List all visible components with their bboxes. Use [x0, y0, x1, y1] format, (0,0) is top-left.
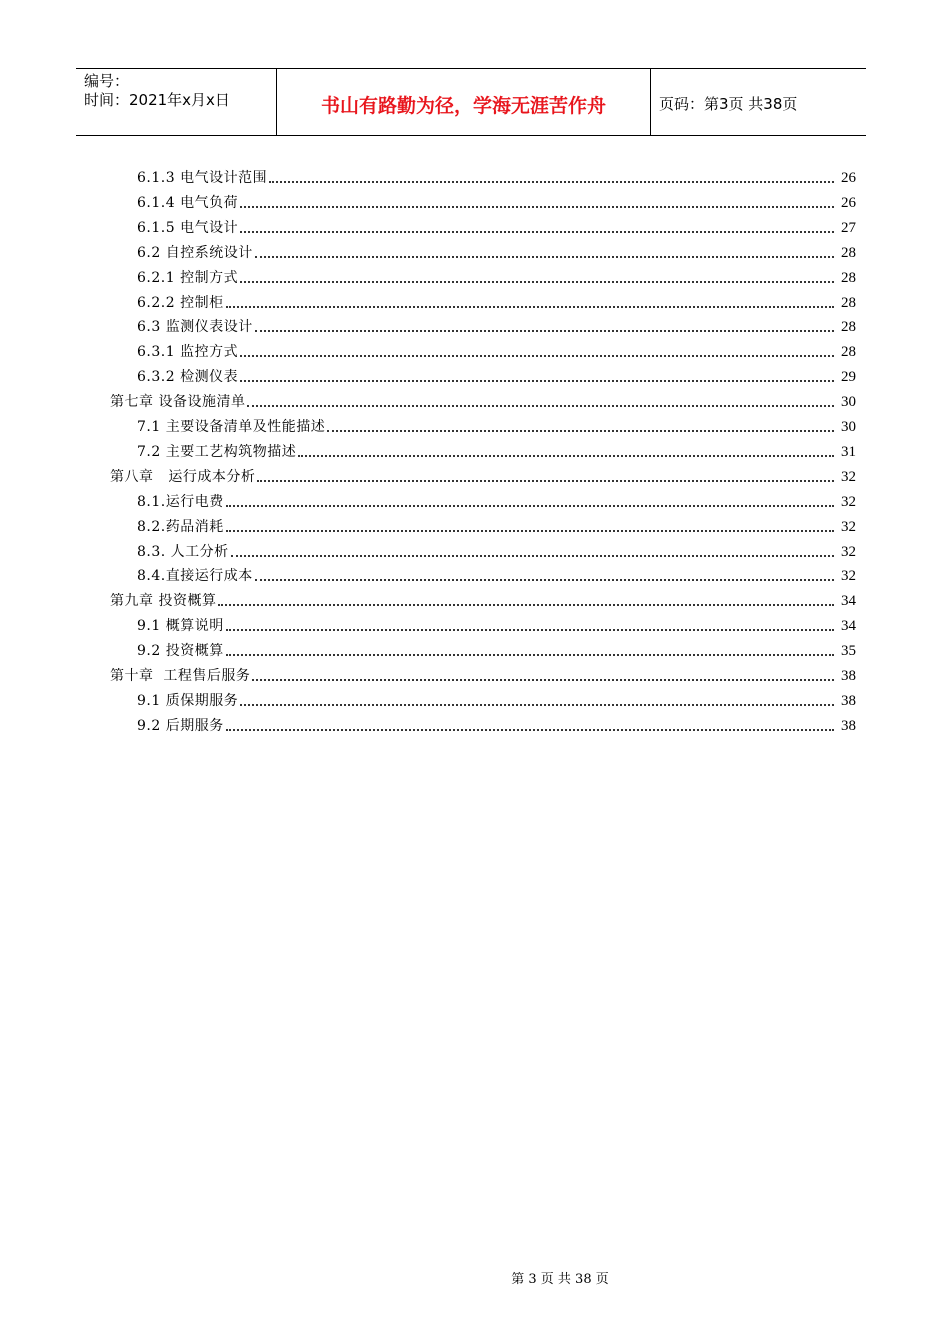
toc-entry[interactable] [137, 216, 856, 238]
header-meta [76, 69, 277, 135]
toc-entry-label: 6.3.1 监控方式 [137, 344, 239, 361]
toc-entry-page: 26 [841, 194, 856, 211]
toc-entry-label: 8.1.运行电费 [137, 493, 224, 510]
toc-leader-dots [226, 505, 834, 507]
toc-entry-label: 6.2 自控系统设计 [137, 244, 253, 261]
toc-entry[interactable] [137, 515, 856, 537]
toc-entry-page: 32 [841, 543, 856, 560]
toc-leader-dots [255, 256, 834, 258]
toc-entry[interactable] [137, 166, 856, 188]
toc-leader-dots [298, 455, 834, 457]
toc-leader-dots [226, 729, 834, 731]
toc-entry-page: 29 [841, 369, 856, 386]
toc-leader-dots [240, 206, 834, 208]
toc-leader-dots [240, 355, 834, 357]
toc-leader-dots [226, 530, 834, 532]
toc-entry-label: 8.3. 人工分析 [137, 543, 229, 560]
toc-entry-label: 9.1 概算说明 [137, 618, 224, 635]
toc-leader-dots [257, 480, 834, 482]
toc-leader-dots [247, 405, 834, 407]
toc-entry-page: 28 [841, 269, 856, 286]
document-time-label: 时间：2021年x月x日 [84, 91, 230, 109]
toc-entry-page: 32 [841, 518, 856, 535]
toc-entry-label: 6.2.2 控制柜 [137, 294, 224, 311]
toc-entry[interactable] [137, 315, 856, 337]
toc-entry-label: 9.2 后期服务 [137, 717, 224, 734]
toc-leader-dots [327, 430, 834, 432]
page-header [76, 68, 866, 136]
toc-entry-page: 38 [841, 668, 856, 684]
toc-entry-label: 第七章 设备设施清单 [110, 394, 246, 411]
toc-entry-page: 27 [841, 219, 856, 236]
toc-entry-label: 8.4.直接运行成本 [137, 568, 253, 585]
toc-entry[interactable] [137, 564, 856, 586]
toc-entry[interactable] [137, 415, 856, 437]
toc-entry[interactable] [110, 465, 856, 487]
toc-entry-label: 6.3 监测仪表设计 [137, 319, 253, 336]
toc-entry[interactable] [137, 689, 856, 711]
toc-leader-dots [255, 579, 834, 581]
toc-entry[interactable] [137, 266, 856, 288]
toc-entry-label: 第九章 投资概算 [110, 593, 217, 610]
toc-entry[interactable] [137, 490, 856, 512]
toc-entry-page: 34 [841, 593, 856, 610]
toc-entry-label: 6.3.2 检测仪表 [137, 369, 239, 386]
toc-entry[interactable] [137, 540, 856, 562]
page-footer: 第 3 页 共 38 页 [511, 1272, 609, 1287]
toc-leader-dots [226, 306, 834, 308]
toc-entry-label: 6.1.3 电气设计范围 [137, 170, 268, 186]
toc-leader-dots [255, 330, 834, 332]
toc-leader-dots [231, 555, 834, 557]
toc-entry-page: 28 [841, 319, 856, 336]
toc-entry[interactable] [110, 664, 856, 686]
toc-entry[interactable] [137, 639, 856, 661]
toc-entry-page: 34 [841, 618, 856, 635]
toc-entry-page: 32 [841, 568, 856, 585]
header-page-info: 页码：第3页 共38页 [659, 94, 798, 113]
toc-entry-label: 6.2.1 控制方式 [137, 269, 239, 286]
toc-entry-page: 32 [841, 468, 856, 485]
toc-leader-dots [226, 629, 834, 631]
toc-entry-label: 7.2 主要工艺构筑物描述 [137, 443, 297, 460]
toc-entry-page: 32 [841, 493, 856, 510]
toc-entry[interactable] [137, 291, 856, 313]
toc-entry[interactable] [110, 589, 856, 611]
toc-entry[interactable] [137, 614, 856, 636]
header-motto: 书山有路勤为径，学海无涯苦作舟 [277, 69, 651, 135]
document-number-label: 编号： [84, 72, 130, 90]
toc-entry[interactable] [137, 241, 856, 263]
toc-entry-page: 38 [841, 692, 856, 709]
toc-entry-page: 30 [841, 419, 856, 435]
toc-entry-page: 31 [841, 443, 856, 460]
toc-entry-page: 35 [841, 643, 856, 660]
toc-entry-page: 28 [841, 244, 856, 261]
toc-leader-dots [240, 281, 834, 283]
toc-entry-page: 28 [841, 294, 856, 311]
toc-entry[interactable] [110, 390, 856, 412]
toc-entry-label: 第八章 运行成本分析 [110, 468, 256, 485]
toc-entry-label: 第十章 工程售后服务 [110, 668, 251, 684]
toc-leader-dots [226, 654, 834, 656]
toc-entry-page: 38 [841, 717, 856, 734]
toc-leader-dots [240, 231, 834, 233]
toc-leader-dots [240, 704, 834, 706]
toc-leader-dots [252, 679, 834, 681]
toc-entry[interactable] [137, 191, 856, 213]
toc-entry-label: 8.2.药品消耗 [137, 518, 224, 535]
toc-entry[interactable] [137, 714, 856, 736]
toc-entry-label: 6.1.4 电气负荷 [137, 194, 239, 211]
toc-leader-dots [269, 181, 834, 183]
toc-entry-label: 6.1.5 电气设计 [137, 219, 239, 236]
toc-entry[interactable] [137, 365, 856, 387]
toc-leader-dots [240, 380, 834, 382]
toc-entry-label: 9.1 质保期服务 [137, 692, 239, 709]
toc-entry-page: 30 [841, 394, 856, 411]
toc-entry-label: 7.1 主要设备清单及性能描述 [137, 419, 326, 435]
toc-entry[interactable] [137, 340, 856, 362]
toc-entry[interactable] [137, 440, 856, 462]
toc-entry-page: 26 [841, 170, 856, 186]
toc-entry-label: 9.2 投资概算 [137, 643, 224, 660]
toc-entry-page: 28 [841, 344, 856, 361]
toc-leader-dots [218, 604, 834, 606]
